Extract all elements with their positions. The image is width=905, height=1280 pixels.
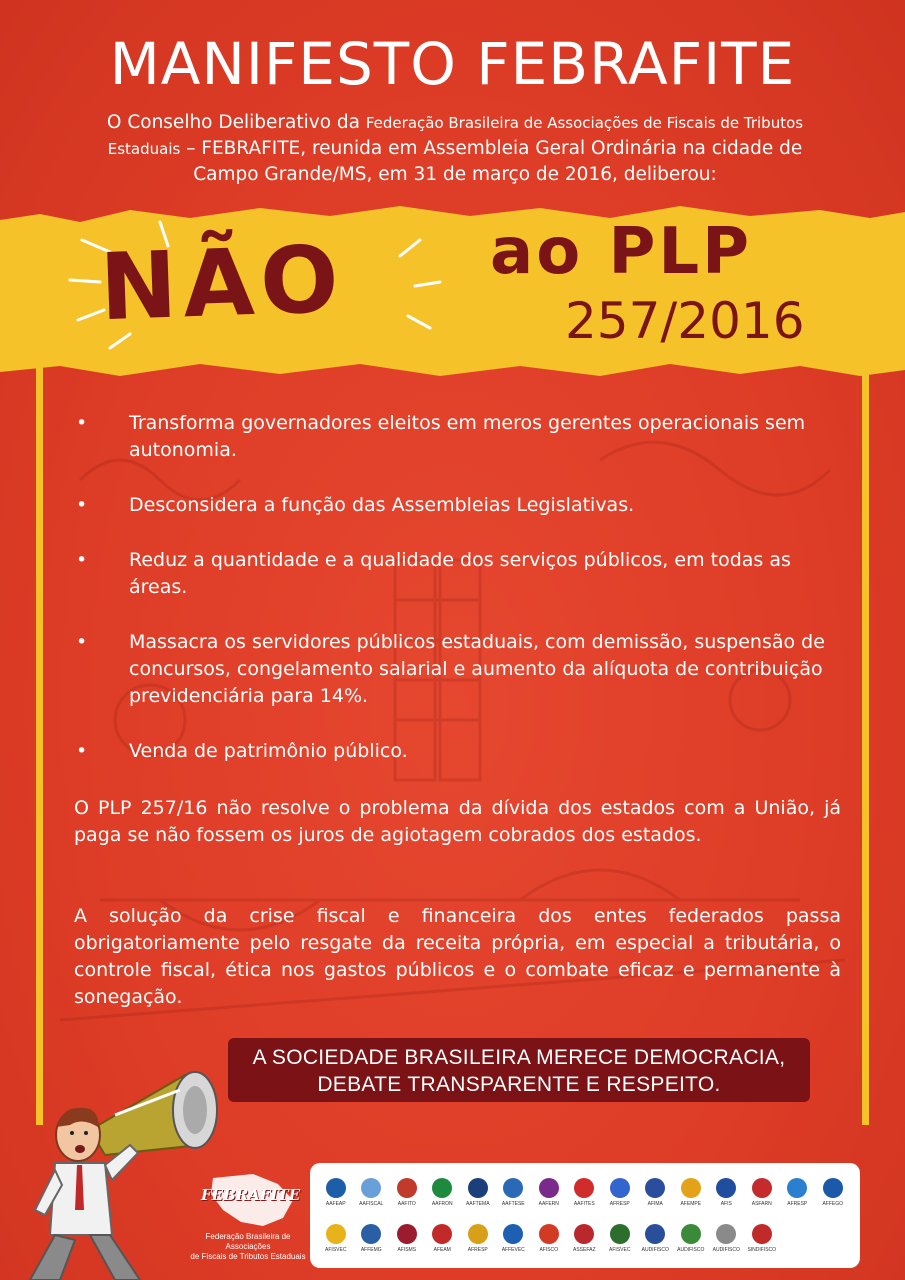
bullet-item — [72, 410, 832, 464]
partner-logo — [354, 1218, 390, 1260]
partner-logo — [531, 1171, 567, 1213]
partner-logo-name: AAFTEMA — [465, 1200, 490, 1207]
partner-logo — [638, 1171, 674, 1213]
bullet-text: Venda de patrimônio público. — [129, 740, 408, 762]
partner-logo-icon — [752, 1224, 772, 1244]
partner-logo-name: AFISVEC — [609, 1247, 631, 1254]
intro-federation-name: Federação Brasileira de Associações de Fiscais de Tributos Estaduais — [107, 114, 804, 158]
partner-logo-icon — [432, 1178, 452, 1198]
partner-logo-icon — [468, 1178, 488, 1198]
partner-logo — [673, 1171, 709, 1213]
partner-logo-icon — [716, 1178, 736, 1198]
partner-logo — [780, 1171, 816, 1213]
partner-logo-name: AUDIFISCO — [712, 1247, 740, 1254]
bullet-item — [72, 492, 832, 519]
partner-logo-name: AAFRON — [431, 1200, 453, 1207]
partner-logo-icon — [539, 1224, 559, 1244]
bullet-text: Reduz a quantidade e a qualidade dos serviços públicos, em todas as áreas. — [129, 549, 791, 598]
partner-logo — [531, 1218, 567, 1260]
partner-logo-icon — [432, 1224, 452, 1244]
partner-logo — [496, 1218, 532, 1260]
partner-logo — [567, 1171, 603, 1213]
headline-ao-plp: ao PLP — [490, 215, 753, 289]
febrafite-logo — [183, 1170, 313, 1270]
partner-logo-icon — [539, 1178, 559, 1198]
partner-logo-name: ASSEFAZ — [572, 1247, 596, 1254]
partner-logo — [744, 1171, 780, 1213]
banner-line-2: DEBATE TRANSPARENTE E RESPEITO. — [317, 1073, 721, 1096]
partner-logo-name: AFISCO — [539, 1247, 559, 1254]
intro-part-1: O Conselho Deliberativo da — [106, 112, 366, 133]
partner-logo-icon — [610, 1224, 630, 1244]
intro-text — [80, 110, 830, 187]
partner-logo-icon — [610, 1178, 630, 1198]
partner-logo-name: ASFARN — [751, 1200, 772, 1207]
partner-logo — [496, 1171, 532, 1213]
partner-logo-icon — [681, 1224, 701, 1244]
partner-logo-icon — [823, 1178, 843, 1198]
logo-caption — [183, 1232, 313, 1262]
paragraph-debt: O PLP 257/16 não resolve o problema da dívida dos estados com a União, já paga se não fossem os juros de agiotagem cobrados dos estados. — [74, 797, 841, 846]
partner-logo-name: AFIS — [720, 1200, 732, 1207]
headline-plp-number: 257/2016 — [565, 292, 805, 350]
bullet-dot: • — [76, 412, 88, 434]
partner-logo — [815, 1171, 851, 1213]
logo-caption-line-2: de Fiscais de Tributos Estaduais — [190, 1252, 306, 1261]
partner-logo-icon — [645, 1224, 665, 1244]
partner-logo — [389, 1171, 425, 1213]
partner-logo — [425, 1171, 461, 1213]
logo-caption-line-1: Federação Brasileira de Associações — [205, 1232, 291, 1251]
partner-logo-name: AAFERN — [538, 1200, 559, 1207]
partner-logo-icon — [787, 1178, 807, 1198]
partner-logo — [389, 1218, 425, 1260]
partner-logo — [709, 1171, 745, 1213]
partner-logo — [602, 1218, 638, 1260]
partner-logo-name: AFRESP — [609, 1200, 630, 1207]
partner-logo-icon — [645, 1178, 665, 1198]
partner-logo — [602, 1171, 638, 1213]
partner-logo-icon — [574, 1224, 594, 1244]
partner-logo-name: AUDIFISCO — [641, 1247, 669, 1254]
bullet-text: Transforma governadores eleitos em meros gerentes operacionais sem autonomia. — [129, 412, 806, 461]
bullet-dot: • — [76, 740, 88, 762]
partner-logo-name: AFRESP — [787, 1200, 808, 1207]
partner-logo-icon — [503, 1178, 523, 1198]
partner-logo-icon — [361, 1224, 381, 1244]
partner-logo-name: AAFISCAL — [359, 1200, 384, 1207]
headline-nao: NÃO — [98, 225, 347, 342]
partner-logo-name: AFISMS — [397, 1247, 417, 1254]
partner-logo — [460, 1171, 496, 1213]
partner-logo-icon — [361, 1178, 381, 1198]
partner-logo — [318, 1218, 354, 1260]
bullet-dot: • — [76, 631, 88, 653]
bullet-item — [72, 738, 832, 765]
partner-logo-name: AFFEMG — [360, 1247, 382, 1254]
partner-logo — [673, 1218, 709, 1260]
partner-logo — [318, 1171, 354, 1213]
closing-banner — [228, 1038, 810, 1102]
page-title: MANIFESTO FEBRAFITE — [109, 30, 796, 98]
partner-logo-name: AFRESP — [467, 1247, 488, 1254]
partner-logo-icon — [716, 1224, 736, 1244]
partner-logo-name: AUDIFISCO — [677, 1247, 705, 1254]
partner-logos-panel — [310, 1163, 860, 1268]
partner-logo-icon — [468, 1224, 488, 1244]
bullet-text: Massacra os servidores públicos estaduais, com demissão, suspensão de concursos, congelamento salarial e aumento da alíquota de contribuição previdenciária para 14%. — [129, 631, 825, 707]
logo-wordmark: FEBRAFITE — [201, 1186, 301, 1204]
partner-logo — [744, 1218, 780, 1260]
partner-logo — [709, 1218, 745, 1260]
partner-logo-name: AFISVEC — [325, 1247, 347, 1254]
partner-logo — [425, 1218, 461, 1260]
partner-logo-name: AFIMA — [647, 1200, 663, 1207]
bullet-text: Desconsidera a função das Assembleias Legislativas. — [129, 494, 635, 516]
bullet-dot: • — [76, 494, 88, 516]
bullet-list — [72, 410, 832, 793]
partner-logo-icon — [397, 1178, 417, 1198]
partner-logo-name: AFFEVEC — [501, 1247, 525, 1254]
partner-logo-name: AAFTESE — [501, 1200, 525, 1207]
partner-logo-name: AFEMPE — [680, 1200, 702, 1207]
partner-logo-icon — [681, 1178, 701, 1198]
partner-logo — [638, 1218, 674, 1260]
bullet-dot: • — [76, 549, 88, 571]
intro-part-2: – FEBRAFITE, reunida em Assembleia Geral Ordinária na cidade de Campo Grande/MS, em 31 de março de 2016, deliberou: — [180, 138, 803, 185]
partner-logo-icon — [752, 1178, 772, 1198]
partner-logo — [460, 1218, 496, 1260]
paragraph-solution: A solução da crise fiscal e financeira dos entes federados passa obrigatoriamente pelo resgate da receita própria, em especial a tributária, o controle fiscal, ética nos gastos públicos e o combate eficaz e permanente à sonegação. — [74, 905, 841, 1008]
partner-logo-name: AAFEAP — [325, 1200, 346, 1207]
banner-line-1: A SOCIEDADE BRASILEIRA MERECE DEMOCRACIA, — [252, 1046, 786, 1069]
partner-logo-name: SINDIFISCO — [747, 1247, 777, 1254]
partner-logo-icon — [326, 1178, 346, 1198]
bullet-item — [72, 629, 832, 710]
bullet-item — [72, 547, 832, 601]
partner-logo-name: AAFITO — [397, 1200, 416, 1207]
partner-logo-icon — [397, 1224, 417, 1244]
partner-logo — [567, 1218, 603, 1260]
partner-logo-icon — [503, 1224, 523, 1244]
partner-logo — [354, 1171, 390, 1213]
partner-logo-icon — [574, 1178, 594, 1198]
partner-logo-name: AAFITES — [573, 1200, 595, 1207]
partner-logo-name: AFFEGO — [822, 1200, 844, 1207]
partner-logo-icon — [326, 1224, 346, 1244]
partner-logo-name: AFEAM — [433, 1247, 451, 1254]
